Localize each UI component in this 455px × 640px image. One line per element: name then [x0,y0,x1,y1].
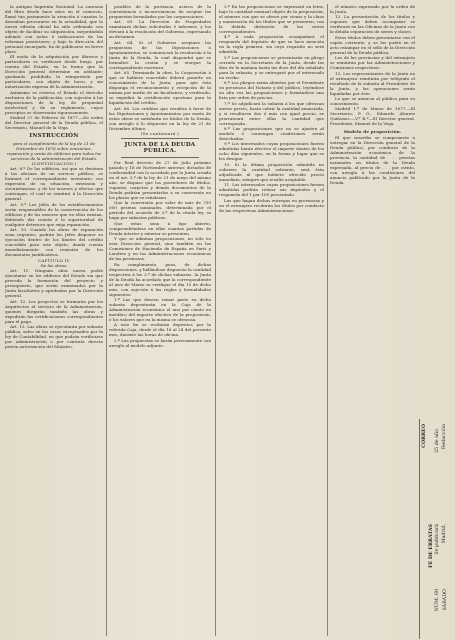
paragraph: Art. 8.º De los edificios, así que se destinen á las oficinas de un servicio público, se formará el correspondiente inventario con expresión de su situación, extensión y circunstancias, y de los enseres y efectos que contengan, el cual se remitirá á la Dirección general. [5,166,103,202]
column-1 [5,4,103,636]
paragraph: En cumplimiento, pues, de dichas disposiciones, y hallándose dispuesta la cantidad respectiva á los 3.º de dichas subastas, la Junta de la Deuda ha acordado que la correspondiente al mes de Marzo se verifique el día 15 de dicho mes, con sujeción á las reglas y formalidades siguientes: [109,261,211,297]
paragraph: 3.ª En las proposiciones se expresará en letra, bajo la cantidad nominal objeto de la proposición, el número con que se ofrece por ciento y la clase y numeración de los títulos que se presenten, con la debida distinción de las series correspondientes. [219,4,324,34]
section-subheading: para el cumplimiento de la ley de 21 de Diciembre de 1876 sobre emisiones, reparación y venta de edificios para todos los servicios de la administración del Estado. [6,140,102,161]
paragraph: El que suscribe se compromete á entregar en la Dirección general de la Deuda pública, por conducto de la Administración económica de la provincia, la cantidad de . . . pesetas nominales en títulos de la Deuda expresada, al precio de . . . por ciento, con arreglo á las condiciones del anuncio publicado por la Junta de la Deuda. [330,135,415,186]
paragraph: A este fin se recibirán depósitos por la referida Caja, desde el día 16 al 24 del presente mes, durante las horas de oficina. [109,322,211,338]
paragraph: 7.ª Se adjudicará la subasta á los que ofrezcan menor precio, hasta cubrir la cantidad anunciada, y si resultaren dos ó más con igual precio, se prorrateará entre ellas la cantidad que corresponda. [219,100,324,126]
paragraph: Madrid 1.º de Marzo de 1877.—El Secretario, P. O., Eduardo Alvarez Quiñones.—V.º B.º—El Director general, Presidente, Manuel de la Vega. [330,106,415,127]
margin-label: CORREO [421,424,427,448]
continuation-note: (Se continuará.) [140,130,180,136]
paragraph: la antigua Imprenta Nacional. La carencia del libro desde hace años en el comercio, llamó tan justamente la atención á cuantos lo deseaban procurarse en la actualidad, que la nueva edición oficial ha sido ordenada con objeto de facilitar su adquisición, mejorándola además con notas é indicaciones de las reformas posteriores; y bajo la dirección del personal encargado, ha de publicarse en breve plazo. [5,4,103,54]
paragraph: Las que hagan dichas entregas en provincias y en el extranjero recibirán los títulos por conducto de las respectivas Administraciones. [219,197,324,213]
section-heading: JUNTA DE LA DEUDA PÚBLICA. [124,141,196,155]
margin-label: FE DE ERRATAS [428,524,434,568]
paragraph: 12. La presentación de los títulos y cupones que deben acompañar se verificará en las Oficinas de la Junta con la debida separación de series y clases. [330,14,415,35]
chapter-title: De las obras. [40,263,68,269]
column-4 [330,4,415,636]
column-rule [327,4,328,636]
paragraph: Lo que se anuncia al público para su conocimiento. [330,95,415,106]
section-heading: Modelo de proposición. [343,129,402,135]
paragraph: 2.ª Las propuestas se harán precisamente con arreglo al modelo adjunto. [109,337,211,348]
paragraph: Que la conversión por valor de más de 750 000 pesetas nominales, determinada por el período del acuerdo de 3.º de la citada ley, se haga por subastas públicas. [109,200,211,221]
margin-label: Redacción [442,424,447,450]
margin-rule [419,419,420,639]
paragraph: Art. 63. La Dirección de Propiedades examinará dichas solicitudes é informes, y los elevará á la resolución del Gobierno, expresando su dictamen. [109,19,211,40]
paragraph: Art. 10. Cuando las obras de reparación sean urgentes, podrán los Jefes disponer su ejecución dentro de los límites del crédito concedido para este objeto, dando cuenta inmediatamente con remisión de los documentos justificativos. [5,227,103,258]
paragraph: Art. 11. Ninguna obra nueva podrá ejecutarse en los edificios del Estado sin que preceda la formación del proyecto y presupuesto, que serán examinados por la Junta facultativa y aprobados por la Dirección general. [5,268,103,299]
column-rule [106,4,107,636]
paragraph: Asimismo se reserva el Estado el derecho exclusivo de la publicación, con sujeción á las disposiciones de la ley de propiedad intelectual y de su reglamento, cuyos preceptos se observarán rigurosamente. [5,89,103,115]
paragraph: Madrid 27 de Febrero de 1877.—De orden del Director general de la Deuda pública, el Secretario, Manuel de la Vega. [5,115,103,131]
paragraph: 9.ª Los interesados cuyas proposiciones fueren admitidas harán efectivo el importe dentro de los ocho días siguientes, en la forma y lugar que se les designe. [219,141,324,162]
margin-label: Madrid, [442,524,447,544]
paragraph: Art. 64. Si el Gobierno aceptase las propuestas de las Diputaciones ó Ayuntamientos, se comunicará la resolución á la Junta de la Deuda, la cual dispondrá que se formalice la cesión y se otorgue la correspondiente escritura. [109,39,211,70]
continuation-note: (CONTINUACIÓN.) [31,161,77,167]
paragraph: Los de las provincias y del extranjero se remitirán por las Administraciones y Comisiones respectivas. [330,55,415,71]
paragraph: Art. 13. Las obras se ejecutarán por subasta pública, salvo en los casos exceptuados por la ley de Contabilidad, en que podrán verificarse por administración o por contrata directa previa autorización del Ministro. [5,324,103,350]
column-2 [109,4,211,636]
section-divider [121,157,199,158]
column-3 [219,4,324,636]
column-rule [215,4,216,636]
chapter-number: CAPÍTULO IV [38,257,70,263]
section-divider [121,138,199,139]
paragraph: Art. 66. Los créditos que resulten á favor de las Diputaciones y Ayuntamientos por razón de estas obras se satisfarán en títulos de la Deuda, con arreglo á lo dispuesto en la ley de 21 de Diciembre último. [109,105,211,131]
margin-label: Se publicará [435,524,440,555]
paragraph: Art. 65. Terminada la obra, la Corporación á que se hubiera concedido deberá ponerlo en conocimiento de la Junta, para que ésta disponga el reconocimiento y recepción de la misma por medio de un facultativo; y verificado, se expedirá la certificación oportuna para la liquidación del crédito. [109,70,211,106]
paragraph: el número expresado por la orden de la Junta. [330,4,415,14]
paragraph: 6.ª Los pliegos serán abiertos por el Presidente en presencia del Notario y del público, leyéndose en alta voz las proposiciones y formándose una lista por orden de precios. [219,80,324,101]
page-margin [419,4,453,636]
paragraph: 13. Los representantes de la Junta en el extranjero remitirán por telégrafo el resultado de la subasta al Presidente de la Junta, y las operaciones serán liquidadas por éste. [330,70,415,96]
paragraph: 4.ª A cada proposición acompañará el resguardo del depósito de que se hace mención en la regla primera, sin cuyo requisito no será admitida. [219,34,324,55]
section-heading: INSTRUCCIÓN [29,133,79,140]
margin-label: SÁBADO [443,589,448,611]
paragraph: El modo de la adquisición por libreros y particulares se verificará desde luego, por cuenta del Estado, en la forma que la Dirección general determine en adelante; quedando prohibida la reimpresión por particulares, con objeto de lucro, y sin autorización expresa de la Administración. [5,54,103,90]
margin-label: 25 de año [435,429,440,453]
paragraph: Y que se admitan proposiciones, no sólo en esta Dirección general, sino también en las Comisiones de Hacienda de España en París y Londres y en las Administraciones económicas de las provincias. [109,236,211,262]
paragraph: 11. Los interesados cuyas proposiciones fuesen admitidas podrán retirar sus depósitos y el resguardo del 1 por 100 presentado. [219,182,324,198]
paragraph: 5.ª Las proposiciones se presentarán en pliego cerrado en la Secretaría de la Junta, desde las diez de la mañana hasta las doce del día señalado para la subasta, y se entregará por el interesado un recibo. [219,54,324,80]
paragraph: 1.ª Las que deseen tomar parte en dicha subasta depositarán en la Caja de la Administración económica el uno por ciento en metálico del importe efectivo de la proposición, ó los valores que en la misma se ofrezcan. [109,296,211,322]
paragraph: Art. 12. Los proyectos se formarán por los Arquitectos al servicio de la Administración, quienes dirigirán también las obras y expedirán las certificaciones correspondientes para el pago. [5,298,103,324]
paragraph: Por Real decreto de 27 de Julio próximo pasado y 16 de Noviembre anterior, dictados de conformidad con lo acordado por la Junta creada en el art. 3.º de la ley de 21 de mayo del mismo año, se dispuso que los poseedores de títulos, cupones, carpetas y demás documentos de la Deuda podrían presentarlos a su conversión en los plazos que se señalasen. [109,159,211,200]
paragraph: Estos títulos deben presentarse con el cupón corriente, y se les podrá en el acto estampar en el sello de la Dirección general de la Deuda pública. [330,34,415,55]
paragraph: Art. 9.º Los Jefes de los establecimientos serán responsables de la conservación de los edificios y de los enseres que en ellos existan, debiendo dar cuenta á la superioridad de cualquier deterioro que exija reparación. [5,201,103,227]
margin-label: NÚM. 60 [435,589,440,612]
paragraph: Que estas sean á tipo abierto, comprendiéndose en ellas cuantas partidas de Deuda interior y exterior se presenten. [109,220,211,236]
paragraph: posibles de la provincia, acerca de la conveniencia ó inconveniencia de aceptar las propuestas formuladas por las corporaciones. [109,4,211,19]
paragraph: 10. Si la última proposición admitida no cubriese la cantidad sobrante, será ésta adjudicada al que hubiere ofrecido precio inmediato, siempre que resulte aceptable. [219,161,324,182]
paragraph: 8.ª Las proposiciones que no se ajusten al modelo ó contengan condiciones serán desechadas. [219,125,324,141]
